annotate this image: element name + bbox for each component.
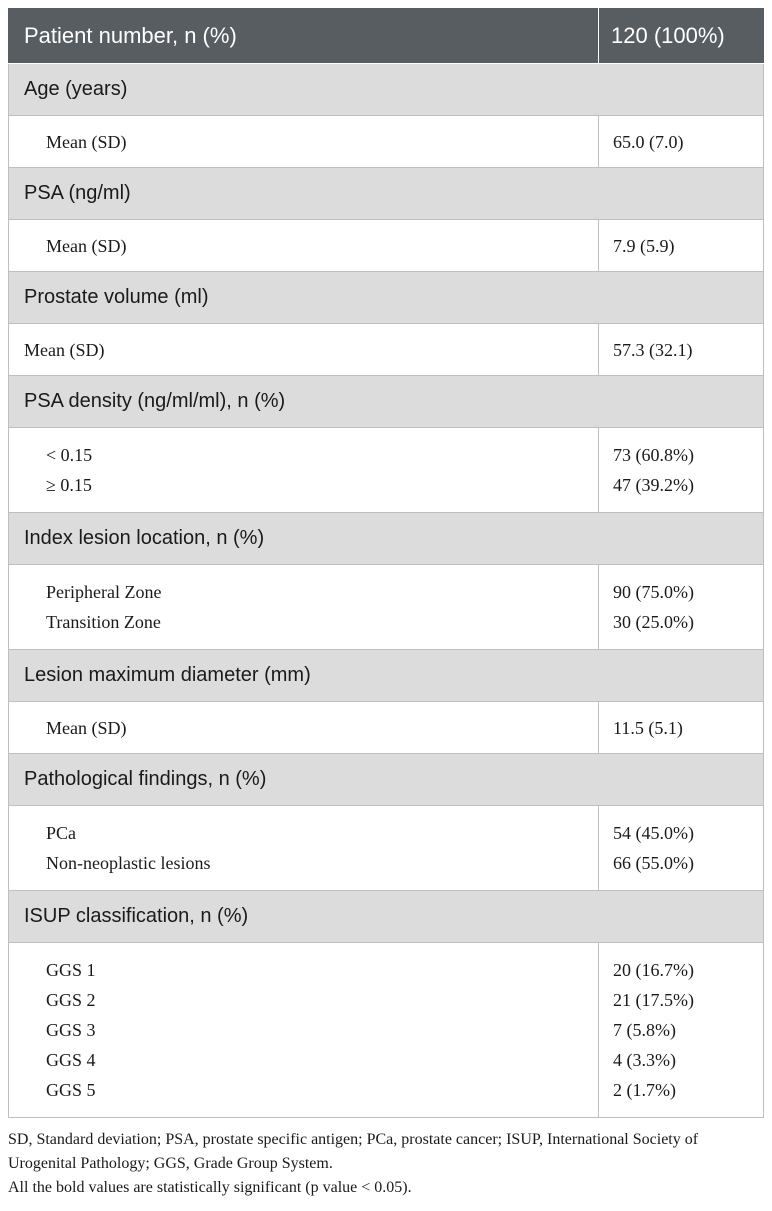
row-value: 7 (5.8%): [613, 1020, 676, 1040]
row-values: [599, 116, 764, 168]
row-values: [599, 943, 764, 1118]
section-title: Lesion maximum diameter (mm): [9, 650, 764, 702]
row-value: 73 (60.8%): [613, 445, 694, 465]
row-label: GGS 4: [46, 1050, 96, 1070]
table-row: [9, 116, 764, 168]
section-title: Age (years): [9, 64, 764, 116]
row-values: [599, 220, 764, 272]
row-value: 57.3 (32.1): [613, 339, 693, 360]
table-row: [9, 220, 764, 272]
row-value: 20 (16.7%): [613, 960, 694, 980]
row-values: [599, 428, 764, 513]
section-title: Index lesion location, n (%): [9, 513, 764, 565]
section-title: PSA density (ng/ml/ml), n (%): [9, 376, 764, 428]
section-row: [9, 513, 764, 565]
section-row: [9, 650, 764, 702]
row-values: [599, 565, 764, 650]
row-value: 21 (17.5%): [613, 990, 694, 1010]
section-row: [9, 376, 764, 428]
row-value: 47 (39.2%): [613, 475, 694, 495]
row-value: 2 (1.7%): [613, 1080, 676, 1100]
row-labels: [9, 324, 599, 376]
row-label: Mean (SD): [46, 235, 127, 256]
row-value: 66 (55.0%): [613, 853, 694, 873]
table-row: [9, 806, 764, 891]
section-row: [9, 754, 764, 806]
row-label: Non-neoplastic lesions: [46, 853, 211, 873]
row-labels: [9, 943, 599, 1118]
row-labels: [9, 565, 599, 650]
section-row: [9, 168, 764, 220]
row-label: GGS 2: [46, 990, 96, 1010]
row-label: GGS 1: [46, 960, 96, 980]
row-label: Transition Zone: [46, 612, 161, 632]
row-label: PCa: [46, 823, 77, 843]
row-value: 30 (25.0%): [613, 612, 694, 632]
row-label: Mean (SD): [46, 717, 127, 738]
row-labels: [9, 428, 599, 513]
row-value: 54 (45.0%): [613, 823, 694, 843]
section-row: [9, 891, 764, 943]
row-labels: [9, 806, 599, 891]
row-label: < 0.15: [46, 445, 93, 465]
table-row: [9, 702, 764, 754]
row-value: 90 (75.0%): [613, 582, 694, 602]
row-value: 4 (3.3%): [613, 1050, 676, 1070]
section-title: Pathological findings, n (%): [9, 754, 764, 806]
table-footnote: [8, 1128, 768, 1200]
section-row: [9, 64, 764, 116]
row-label: ≥ 0.15: [46, 475, 92, 495]
row-label: Mean (SD): [24, 339, 105, 360]
table-body: [9, 64, 764, 1118]
row-label: Mean (SD): [46, 131, 127, 152]
table-row: [9, 565, 764, 650]
table-row: [9, 324, 764, 376]
row-values: [599, 806, 764, 891]
row-labels: [9, 116, 599, 168]
table-row: [9, 943, 764, 1118]
row-labels: [9, 702, 599, 754]
row-values: [599, 702, 764, 754]
row-value: 7.9 (5.9): [613, 235, 675, 256]
header-value: 120 (100%): [599, 9, 764, 64]
row-value: 65.0 (7.0): [613, 131, 684, 152]
row-label: Peripheral Zone: [46, 582, 162, 602]
header-label: Patient number, n (%): [9, 9, 599, 64]
row-label: GGS 5: [46, 1080, 96, 1100]
section-row: [9, 272, 764, 324]
footnote-abbreviations: SD, Standard deviation; PSA, prostate specific antigen; PCa, prostate cancer; ISUP, International Society of Urogenital Pathology; GGS, Grade Group System.: [8, 1131, 699, 1172]
table-row: [9, 428, 764, 513]
table-header-row: [9, 9, 764, 64]
section-title: PSA (ng/ml): [9, 168, 764, 220]
row-label: GGS 3: [46, 1020, 96, 1040]
row-values: [599, 324, 764, 376]
section-title: ISUP classification, n (%): [9, 891, 764, 943]
row-value: 11.5 (5.1): [613, 717, 683, 738]
section-title: Prostate volume (ml): [9, 272, 764, 324]
row-labels: [9, 220, 599, 272]
footnote-significance: All the bold values are statistically significant (p value < 0.05).: [8, 1179, 412, 1196]
patient-characteristics-table: [8, 8, 764, 1118]
